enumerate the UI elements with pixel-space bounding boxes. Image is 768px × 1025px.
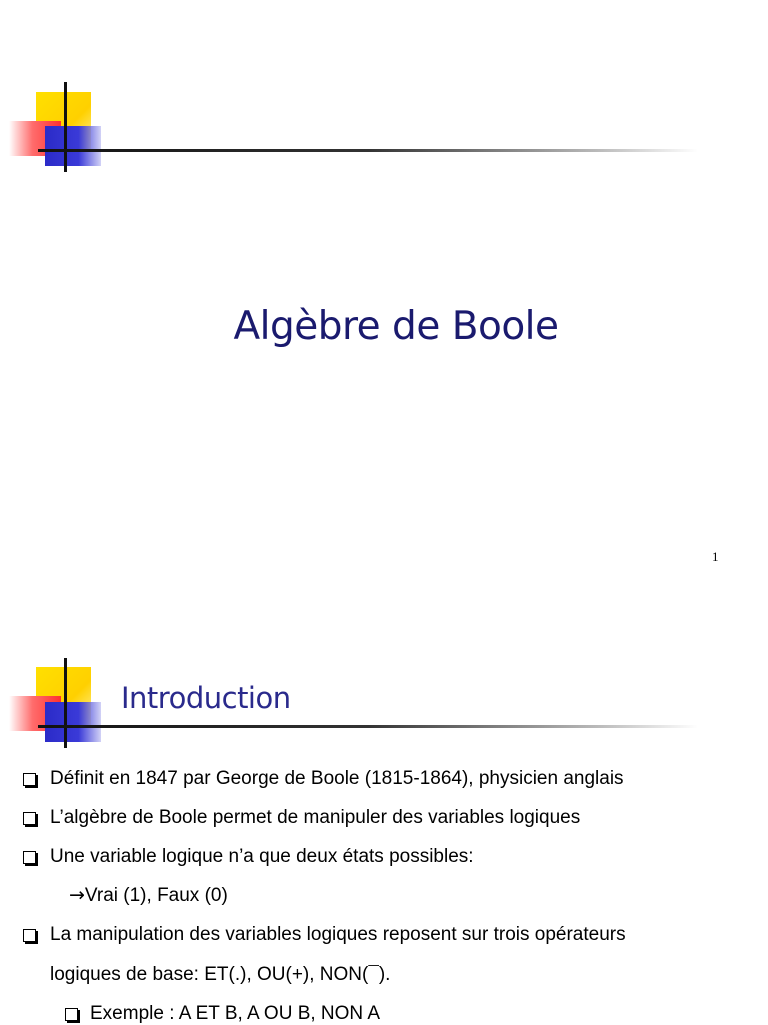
bullet-item: L’algèbre de Boole permet de manipuler des variables logiques [50, 807, 581, 828]
arrow-item-text: Vrai (1), Faux (0) [84, 885, 228, 906]
bullet-item-continuation: logiques de base: ET(.), OU(+), NON(¯). [50, 964, 391, 985]
logo-blue-square [45, 702, 101, 742]
sub-bullet-item: Exemple : A ET B, A OU B, NON A [90, 1003, 381, 1024]
intro-slide [0, 612, 768, 1024]
slide-logo-decoration [0, 0, 110, 110]
header-rule [38, 149, 698, 152]
logo-vertical-line [64, 658, 67, 748]
checkbox-bullet-icon [23, 773, 36, 786]
checkbox-bullet-icon [23, 851, 36, 864]
header-rule [38, 725, 698, 728]
slide-logo-decoration [0, 612, 110, 722]
checkbox-bullet-icon [23, 929, 36, 942]
logo-vertical-line [64, 82, 67, 172]
logo-blue-square [45, 126, 101, 166]
bullet-item: La manipulation des variables logiques reposent sur trois opérateurs [50, 924, 626, 945]
checkbox-bullet-icon [65, 1008, 78, 1021]
arrow-item [69, 884, 228, 907]
right-arrow-icon: → [69, 884, 85, 906]
bullet-item: Définit en 1847 par George de Boole (1815-1864), physicien anglais [50, 768, 624, 789]
page-title: Algèbre de Boole [233, 304, 559, 349]
page-number: 1 [712, 549, 719, 564]
bullet-item: Une variable logique n’a que deux états possibles: [50, 846, 474, 867]
checkbox-bullet-icon [23, 812, 36, 825]
section-title: Introduction [121, 681, 291, 715]
